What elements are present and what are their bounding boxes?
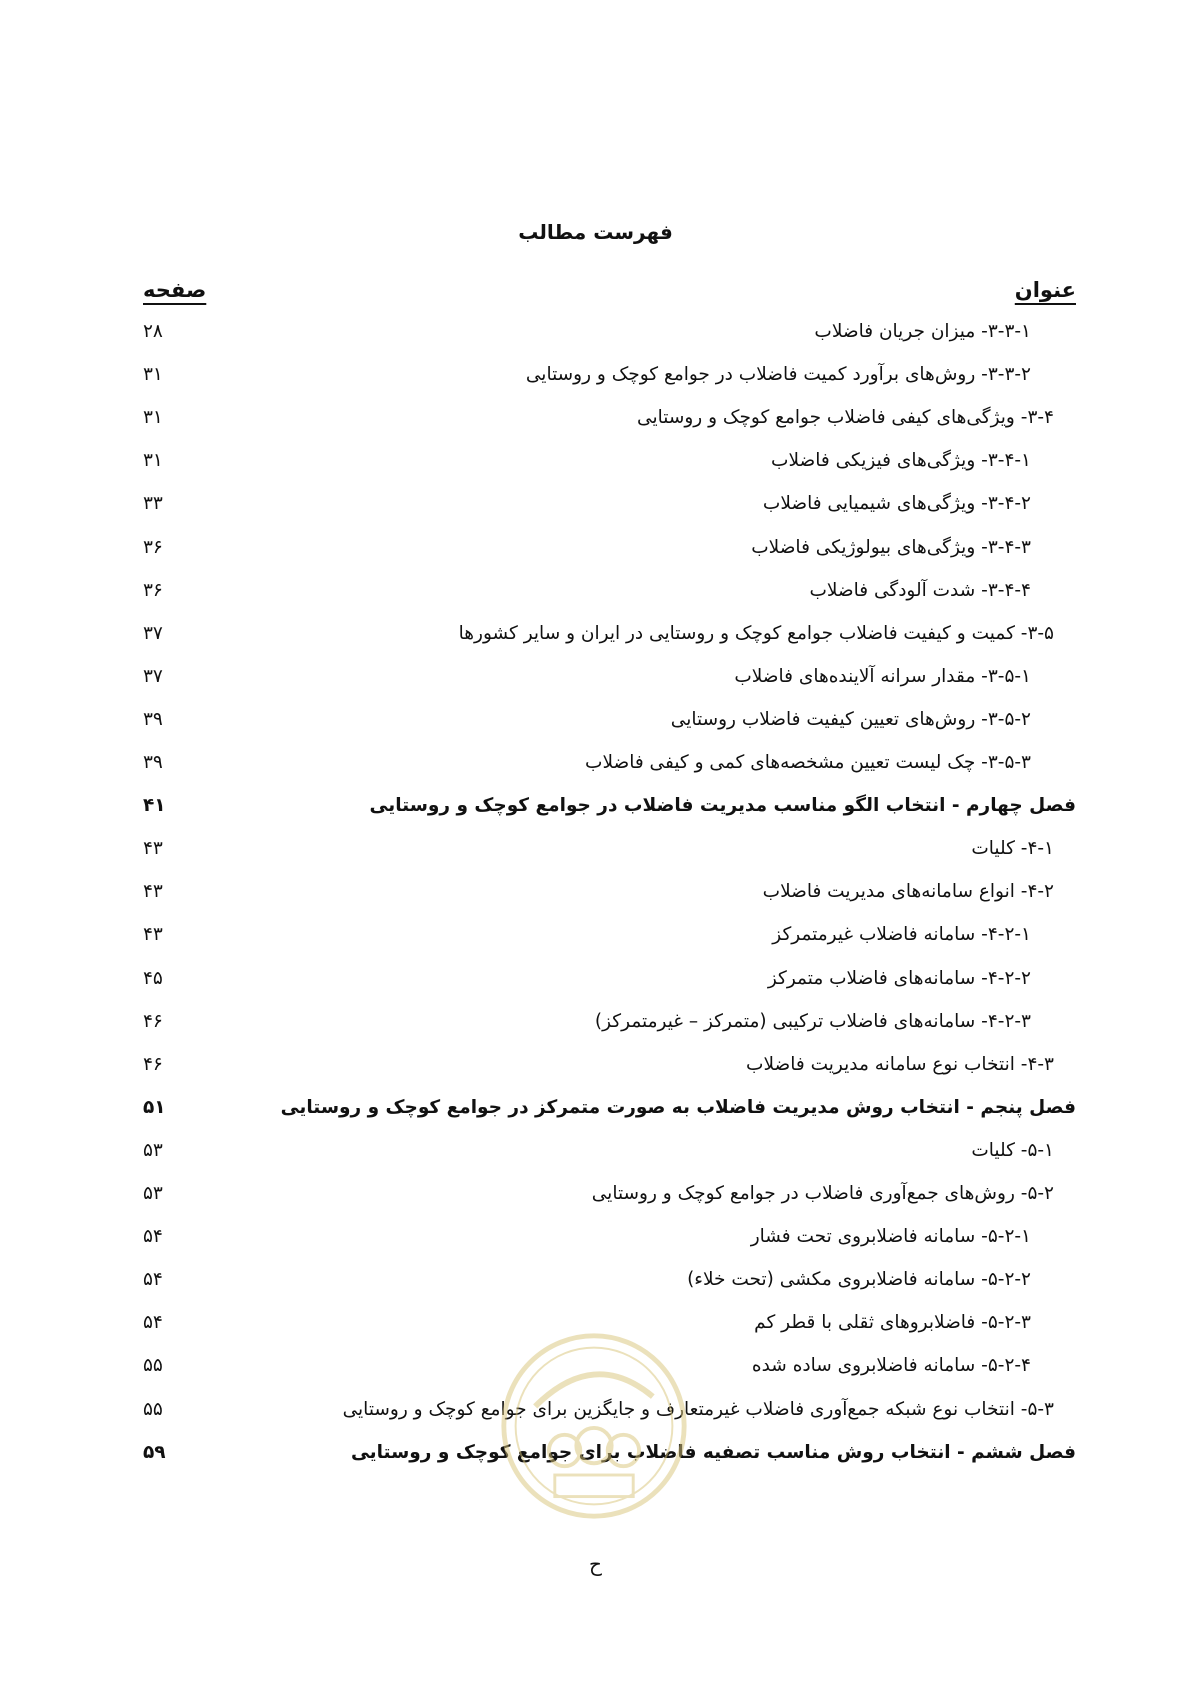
toc-section-row (0, 1392, 1191, 1428)
toc-entry-page: ۳۱ (143, 450, 163, 472)
toc-section-row (0, 314, 1191, 350)
toc-entry-title: ۵-۲-۳- فاضلابروهای ثقلی با قطر کم (754, 1312, 1031, 1334)
toc-entry-page: ۵۴ (143, 1312, 163, 1334)
toc-entry-title: ۴-۳- انتخاب نوع سامانه مدیریت فاضلاب (746, 1053, 1054, 1075)
toc-entry-page: ۵۴ (143, 1269, 163, 1291)
toc-entry-title: فصل چهارم - انتخاب الگو مناسب مدیریت فاضلاب در جوامع کوچک و روستایی (369, 795, 1076, 817)
toc-section-row (0, 486, 1191, 522)
toc-entry-title: ۵-۳- انتخاب نوع شبکه جمع‌آوری فاضلاب غیرمتعارف و جایگزین برای جوامع کوچک و روستایی (342, 1398, 1054, 1420)
toc-entry-page: ۴۳ (143, 881, 163, 903)
toc-section-row (0, 357, 1191, 393)
toc-entry-page: ۳۶ (143, 579, 163, 601)
toc-section-row (0, 530, 1191, 566)
toc-entry-page: ۴۳ (143, 924, 163, 946)
toc-section-row (0, 443, 1191, 479)
toc-entry-page: ۴۶ (143, 1053, 163, 1075)
toc-entry-page: ۳۶ (143, 536, 163, 558)
toc-entry-title: ۳-۵- کمیت و کیفیت فاضلاب جوامع کوچک و روستایی در ایران و سایر کشورها (458, 622, 1054, 644)
toc-entry-title: فصل پنجم - انتخاب روش مدیریت فاضلاب به صورت متمرکز در جوامع کوچک و روستایی (280, 1096, 1076, 1118)
toc-section-row (0, 1348, 1191, 1384)
page-folio: ح (589, 1552, 602, 1576)
toc-section-row (0, 1133, 1191, 1169)
toc-entry-page: ۵۴ (143, 1226, 163, 1248)
toc-entry-title: ۵-۲-۴- سامانه فاضلابروی ساده شده (751, 1355, 1031, 1377)
toc-section-row (0, 1219, 1191, 1255)
toc-entry-page: ۳۷ (143, 665, 163, 687)
toc-entry-page: ۵۵ (143, 1355, 163, 1377)
toc-entry-page: ۵۵ (143, 1398, 163, 1420)
toc-entry-title: ۴-۲-۱- سامانه فاضلاب غیرمتمرکز (772, 924, 1031, 946)
toc-entry-title: ۴-۲-۳- سامانه‌های فاضلاب ترکیبی (متمرکز – غیرمتمرکز) (594, 1010, 1031, 1032)
toc-chapter-row (0, 788, 1191, 824)
column-header-title: عنوان (1014, 278, 1076, 302)
toc-section-row (0, 616, 1191, 652)
toc-section-row (0, 400, 1191, 436)
toc-entry-title: ۳-۴-۳- ویژگی‌های بیولوژیکی فاضلاب (751, 536, 1031, 558)
toc-chapter-row (0, 1435, 1191, 1471)
toc-entry-title: ۳-۴-۲- ویژگی‌های شیمیایی فاضلاب (762, 493, 1031, 515)
toc-section-row (0, 831, 1191, 867)
toc-entry-page: ۳۱ (143, 407, 163, 429)
toc-section-row (0, 702, 1191, 738)
toc-entry-page: ۵۹ (143, 1441, 166, 1463)
toc-section-row (0, 961, 1191, 997)
toc-section-row (0, 1176, 1191, 1212)
toc-section-row (0, 1047, 1191, 1083)
page-title: فهرست مطالب (518, 220, 673, 244)
toc-entry-title: ۴-۱- کلیات (971, 838, 1054, 860)
toc-entry-page: ۴۵ (143, 967, 163, 989)
toc-section-row (0, 573, 1191, 609)
toc-entry-page: ۴۶ (143, 1010, 163, 1032)
toc-section-row (0, 1305, 1191, 1341)
toc-entry-page: ۲۸ (143, 321, 163, 342)
toc-entry-title: ۳-۳-۱- میزان جریان فاضلاب (814, 321, 1031, 342)
toc-entry-title: ۵-۲- روش‌های جمع‌آوری فاضلاب در جوامع کوچک و روستایی (591, 1183, 1054, 1204)
toc-section-row (0, 917, 1191, 953)
toc-chapter-row (0, 1090, 1191, 1126)
toc-entry-title: ۵-۲-۲- سامانه فاضلابروی مکشی (تحت خلاء) (687, 1269, 1031, 1291)
toc-entry-page: ۳۷ (143, 622, 163, 644)
toc-entry-title: ۵-۲-۱- سامانه فاضلابروی تحت فشار (750, 1226, 1031, 1248)
toc-entry-title: ۳-۴- ویژگی‌های کیفی فاضلاب جوامع کوچک و روستایی (637, 407, 1054, 429)
toc-section-row (0, 1004, 1191, 1040)
toc-section-row (0, 1262, 1191, 1298)
toc-entry-page: ۳۹ (143, 752, 163, 773)
column-header-page: صفحه (143, 278, 207, 302)
toc-entry-title: ۳-۳-۲- روش‌های برآورد کمیت فاضلاب در جوامع کوچک و روستایی (525, 364, 1031, 386)
toc-entry-title: ۵-۱- کلیات (971, 1139, 1054, 1161)
toc-entry-page: ۳۹ (143, 708, 163, 730)
toc-entry-title: فصل ششم - انتخاب روش مناسب تصفیه فاضلاب برای جوامع کوچک و روستایی (350, 1441, 1076, 1463)
toc-entry-title: ۳-۴-۱- ویژگی‌های فیزیکی فاضلاب (771, 450, 1031, 472)
toc-entry-title: ۴-۲-۲- سامانه‌های فاضلاب متمرکز (767, 967, 1031, 989)
toc-entry-title: ۳-۵-۳- چک لیست تعیین مشخصه‌های کمی و کیفی فاضلاب (585, 752, 1031, 773)
toc-entry-title: ۳-۴-۴- شدت آلودگی فاضلاب (809, 579, 1031, 601)
toc-section-row (0, 659, 1191, 695)
toc-entry-page: ۳۳ (143, 493, 163, 515)
toc-entry-page: ۵۱ (143, 1096, 166, 1118)
toc-entry-page: ۵۳ (143, 1183, 163, 1204)
toc-entry-page: ۴۳ (143, 838, 163, 860)
toc-entry-page: ۳۱ (143, 364, 163, 386)
toc-entry-title: ۳-۵-۲- روش‌های تعیین کیفیت فاضلاب روستایی (670, 708, 1031, 730)
toc-entry-page: ۴۱ (143, 795, 166, 817)
toc-entry-page: ۵۳ (143, 1139, 163, 1161)
toc-entry-title: ۴-۲- انواع سامانه‌های مدیریت فاضلاب (762, 881, 1054, 903)
toc-section-row (0, 874, 1191, 910)
toc-entry-title: ۳-۵-۱- مقدار سرانه آلاینده‌های فاضلاب (734, 665, 1031, 687)
toc-section-row (0, 745, 1191, 781)
